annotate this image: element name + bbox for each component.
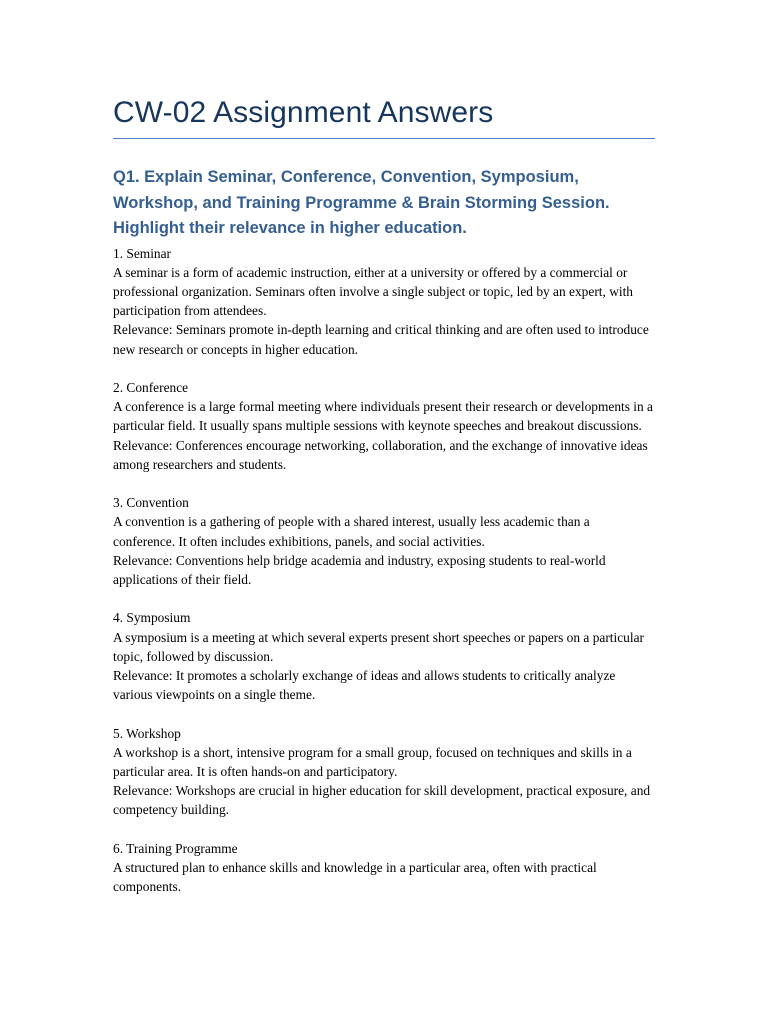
section-description: A convention is a gathering of people with a shared interest, usually less academic than a conference. It often includes exhibitions, panels, and social activities. [113,514,590,549]
answers-body [113,244,655,897]
section-description: A seminar is a form of academic instruction, either at a university or offered by a commercial or professional organization. Seminars often involve a single subject or topic, led by an expert, with participation from attendees. [113,264,633,319]
section-seminar [113,244,655,359]
section-heading: 6. Training Programme [113,840,238,856]
section-convention [113,493,655,589]
section-heading: 4. Symposium [113,610,191,626]
section-relevance: Relevance: Conferences encourage networking, collaboration, and the exchange of innovative ideas among researchers and students. [113,437,648,472]
section-relevance: Relevance: Workshops are crucial in higher education for skill development, practical exposure, and competency building. [113,783,651,818]
section-heading: 1. Seminar [113,245,172,261]
section-training-programme [113,839,655,897]
section-relevance: Relevance: It promotes a scholarly exchange of ideas and allows students to critically analyze various viewpoints on a single theme. [113,667,616,703]
title-underline [113,138,655,139]
question-heading: Q1. Explain Seminar, Conference, Convention, Symposium, Workshop, and Training Programme & Brain Storming Session. Highlight their relevance in higher education. [113,168,610,237]
section-heading: 5. Workshop [113,725,181,741]
section-workshop [113,724,655,820]
section-description: A symposium is a meeting at which several experts present short speeches or papers on a particular topic, followed by discussion. [113,629,645,664]
section-relevance: Relevance: Seminars promote in-depth learning and critical thinking and are often used to introduce new research or concepts in higher education. [113,322,649,357]
section-symposium [113,608,655,704]
section-description: A structured plan to enhance skills and knowledge in a particular area, often with practical components. [113,859,597,895]
section-description: A conference is a large formal meeting where individuals present their research or developments in a particular field. It usually spans multiple sessions with keynote speeches and breakout discussions. [113,399,654,434]
document-title: CW-02 Assignment Answers [113,96,494,129]
section-relevance: Relevance: Conventions help bridge academia and industry, exposing students to real-world applications of their field. [113,552,606,587]
section-conference [113,378,655,474]
document-page [113,92,655,916]
section-description: A workshop is a short, intensive program for a small group, focused on techniques and skills in a particular area. It is often hands-on and participatory. [113,744,632,779]
section-heading: 2. Conference [113,379,189,395]
section-heading: 3. Convention [113,495,189,511]
